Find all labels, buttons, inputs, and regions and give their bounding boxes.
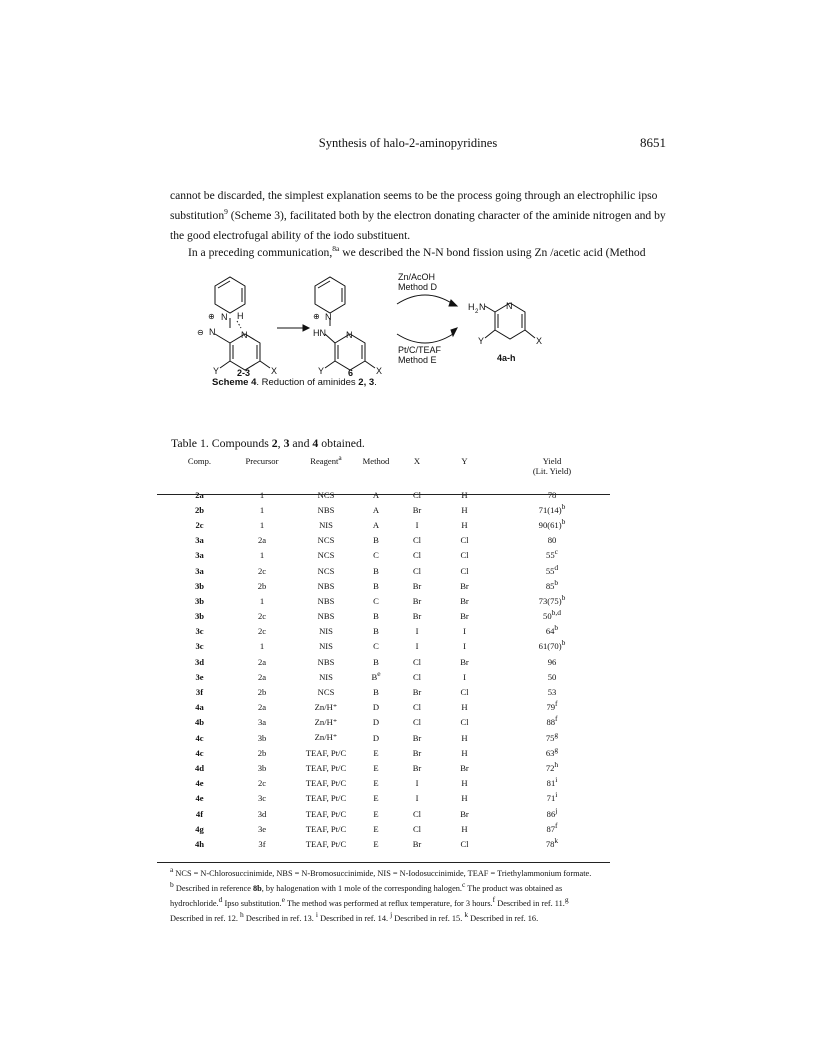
cell-yield: $71(14)^b$	[538, 501, 566, 515]
cell-precursor: 2b	[257, 580, 267, 591]
cell-method: B	[373, 687, 379, 698]
cell-yield: 87$^f$	[546, 820, 558, 834]
cell-y: H	[461, 504, 468, 515]
atom-label: 2	[475, 309, 479, 315]
cell-comp: 4e	[195, 793, 204, 804]
nh-bond	[215, 334, 230, 343]
cell-yield: 86$^j$	[546, 805, 558, 819]
cell-x: Cl	[412, 565, 422, 576]
table-header-row	[172, 456, 612, 476]
hydrogen-bond	[237, 321, 241, 328]
cell-reagent: Zn/H⁺	[314, 732, 338, 743]
body-text: (Scheme 3), facilitated both by the electron donating character of the aminide nitrogen and by	[227, 209, 666, 222]
cell-y: I	[463, 626, 466, 637]
caption-text: .	[374, 377, 377, 388]
cell-y: H	[461, 823, 468, 834]
cell-yield: 50$^{b,d}$	[543, 608, 561, 622]
cell-x: Br	[412, 504, 422, 515]
col-header-y: Y	[461, 456, 468, 466]
cell-comp: 4g	[195, 823, 204, 834]
cell-reagent: NBS	[317, 595, 335, 606]
cell-y: Br	[460, 656, 469, 667]
scheme-reagent: Method D	[398, 282, 438, 292]
cell-yield: $61(70)^b$	[538, 638, 566, 652]
cell-method: B	[373, 535, 379, 546]
table-row	[172, 836, 612, 851]
substituent-bond	[525, 330, 535, 338]
cell-method: B	[373, 580, 379, 591]
cell-x: Cl	[412, 717, 422, 728]
cell-comp: 3a	[195, 535, 204, 546]
cell-precursor: 3b	[257, 732, 267, 743]
cell-y: Br	[460, 808, 469, 819]
caption-compound: 3	[283, 436, 290, 450]
atom-label: Y	[213, 366, 220, 376]
cell-x: Br	[412, 611, 422, 622]
cell-comp: 3b	[194, 611, 205, 622]
cell-reagent: NIS	[319, 519, 333, 530]
cell-reagent: TEAF, Pt/C	[305, 762, 347, 773]
cell-reagent: NCS	[317, 535, 335, 546]
cell-method: C	[373, 595, 379, 606]
substituent-bond	[325, 361, 335, 368]
table-row	[172, 821, 612, 836]
substituent-bond	[365, 361, 375, 368]
cell-yield: 79$^f$	[546, 699, 558, 713]
charge-label: ⊖	[197, 328, 204, 337]
cell-yield: 64$^b$	[545, 623, 559, 637]
footnote-line: Described in ref. 12. $^h$ Described in ref. 13. $^i$ Described in ref. 14. $^j$ Described in ref. 15. $^k$ Described in ref. 16.	[170, 910, 539, 923]
cell-comp: 3a	[195, 565, 204, 576]
table-row	[172, 715, 612, 730]
arrowhead	[449, 300, 457, 306]
cell-comp: 3f	[195, 687, 204, 698]
cell-y: Br	[460, 611, 469, 622]
atom-label: N	[479, 302, 486, 312]
scheme-reagent: Method E	[398, 355, 437, 365]
cell-precursor: 2b	[257, 747, 267, 758]
cell-comp: 3b	[194, 595, 205, 606]
table-row	[172, 517, 612, 532]
scheme-reagent: Pt/C/TEAF	[398, 345, 442, 355]
cell-x: Cl	[412, 808, 422, 819]
table-row	[172, 654, 612, 669]
cell-precursor: 2a	[257, 535, 267, 546]
cell-x: Cl	[412, 702, 422, 713]
table-row	[172, 745, 612, 760]
cell-x: Br	[412, 747, 422, 758]
atom-label: H	[237, 311, 244, 321]
cell-yield: 80	[547, 535, 557, 546]
cell-precursor: 2c	[257, 611, 267, 622]
cell-comp: 4b	[194, 717, 205, 728]
cell-comp: 3c	[195, 641, 204, 652]
cell-yield: 75$^g$	[545, 729, 559, 743]
cell-reagent: NCS	[317, 550, 335, 561]
cell-y: Cl	[460, 565, 469, 576]
cell-x: Cl	[412, 823, 422, 834]
col-header-yield: Yield (Lit. Yield)	[532, 456, 572, 476]
cell-yield: 78$^k$	[545, 836, 559, 849]
cell-comp: 4h	[194, 838, 205, 849]
cell-y: Br	[460, 580, 469, 591]
cell-y: H	[461, 519, 468, 530]
cell-method: $B^e$	[371, 668, 381, 682]
cell-x: I	[415, 778, 419, 789]
caption-text: obtained.	[318, 436, 365, 450]
cell-reagent: TEAF, Pt/C	[305, 747, 347, 758]
cell-reagent: TEAF, Pt/C	[305, 793, 347, 804]
cell-yield: 71$^i$	[546, 790, 558, 804]
cell-reagent: NBS	[317, 580, 335, 591]
nh-bond	[325, 334, 335, 343]
cell-method: E	[373, 747, 379, 758]
cell-x: Br	[412, 732, 422, 743]
cell-x: Br	[412, 580, 422, 591]
cell-x: I	[415, 641, 419, 652]
cell-yield: 63$^g$	[545, 744, 559, 758]
table-row	[172, 639, 612, 654]
cell-precursor: 1	[259, 595, 265, 606]
cell-reagent: NIS	[319, 671, 333, 682]
cell-x: Cl	[412, 550, 422, 561]
cell-method: E	[373, 762, 379, 773]
reference-superscript: 8a	[332, 244, 340, 254]
cell-comp: 4a	[195, 702, 204, 713]
atom-label: X	[376, 366, 383, 376]
cell-precursor: 2c	[257, 626, 267, 637]
cell-x: Cl	[412, 671, 422, 682]
cell-reagent: Zn/H⁺	[314, 701, 338, 712]
page-number: 8651	[640, 135, 666, 150]
table-row	[172, 563, 612, 578]
substituent-bond	[260, 361, 270, 368]
table-bottom-rule	[157, 862, 610, 863]
cell-y: I	[463, 641, 466, 652]
caption-text: Table 1. Compounds	[171, 436, 272, 450]
cell-precursor: 3f	[258, 838, 266, 849]
atom-label: N	[209, 327, 216, 337]
cell-x: I	[415, 519, 419, 530]
cell-x: Cl	[412, 535, 422, 546]
compound-label: 2-3	[237, 368, 251, 376]
atom-label: Y	[318, 366, 325, 376]
atom-label: X	[536, 336, 543, 346]
table-row	[172, 578, 612, 593]
caption-text: ,	[277, 436, 284, 450]
footnote-line: $^a$ NCS = N-Chlorosuccinimide, NBS = N-Bromosuccinimide, NIS = N-Iodosuccinimide, TEAF = Triethylammonium formate.	[170, 865, 592, 878]
cell-method: A	[372, 519, 380, 530]
cell-yield: 72$^h$	[545, 760, 559, 773]
running-title: Synthesis of halo-2-aminopyridines	[318, 136, 498, 150]
table-row	[172, 684, 612, 699]
cell-precursor: 3b	[257, 762, 267, 773]
cell-y: Cl	[460, 687, 469, 698]
cell-yield: $73(75)^b$	[538, 593, 566, 606]
cell-comp: 3c	[195, 626, 204, 637]
cell-precursor: 1	[259, 641, 265, 652]
col-header-x: X	[413, 456, 421, 466]
cell-y: H	[461, 793, 468, 804]
caption-compounds: 2, 3	[358, 377, 375, 388]
cell-y: H	[461, 732, 468, 743]
cell-y: I	[463, 671, 466, 682]
cell-y: Cl	[460, 550, 469, 561]
cell-comp: 3e	[195, 671, 204, 682]
cell-y: H	[461, 778, 468, 789]
cell-y: Br	[460, 762, 469, 773]
pyridinium-ring	[215, 277, 245, 313]
cell-method: D	[372, 732, 380, 743]
scheme-caption	[212, 377, 377, 388]
cell-yield: 55$^c$	[546, 547, 558, 561]
cell-yield: 53	[547, 687, 557, 698]
atom-label: Y	[478, 336, 485, 346]
cell-reagent: NIS	[319, 641, 333, 652]
compounds-table	[172, 453, 612, 852]
curved-arrow-bottom	[397, 334, 453, 343]
cell-x: Br	[412, 762, 422, 773]
body-line: the good electrofugal ability of the iodo substituent.	[170, 229, 411, 242]
cell-reagent: NBS	[317, 611, 335, 622]
cell-precursor: 3c	[257, 793, 267, 804]
table-row	[172, 609, 612, 624]
cell-method: E	[373, 778, 379, 789]
cell-comp: 4d	[194, 762, 205, 773]
substituent-bond	[485, 330, 495, 338]
cell-x: Br	[412, 595, 422, 606]
cell-reagent: TEAF, Pt/C	[305, 823, 347, 834]
cell-y: Br	[460, 595, 469, 606]
cell-yield: 55$^d$	[545, 562, 559, 576]
cell-reagent: TEAF, Pt/C	[305, 808, 347, 819]
body-text: we described the N-N bond fission using Zn /acetic acid (Method	[339, 246, 646, 259]
compound-label: 4a-h	[497, 353, 516, 363]
cell-yield: 96	[547, 656, 557, 667]
atom-label: N	[506, 301, 513, 311]
cell-precursor: 1	[259, 550, 265, 561]
caption-text: . Reduction of aminides	[256, 377, 359, 388]
cell-method: D	[372, 702, 380, 713]
table-row	[172, 624, 612, 639]
scheme-reagent: Zn/AcOH	[398, 272, 436, 282]
cell-precursor: 2a	[257, 671, 267, 682]
cell-precursor: 2c	[257, 778, 267, 789]
col-header-comp: Comp.	[187, 456, 212, 466]
col-header-precursor: Precursor	[245, 456, 279, 466]
cell-yield: 88$^f$	[546, 714, 558, 728]
charge-label: ⊕	[208, 312, 215, 321]
cell-precursor: 2a	[257, 656, 267, 667]
cell-comp: 4f	[195, 808, 204, 819]
cell-x: I	[415, 793, 419, 804]
atom-label: X	[271, 366, 278, 376]
atom-label: N	[346, 330, 353, 340]
table-body	[172, 487, 612, 852]
atom-label: N	[241, 330, 248, 340]
cell-precursor: 1	[259, 504, 265, 515]
cell-comp: 2c	[195, 519, 204, 530]
cell-x: Br	[412, 838, 422, 849]
table-row	[172, 548, 612, 563]
body-text: substitution	[170, 209, 225, 222]
cell-comp: 3a	[195, 550, 204, 561]
cell-method: C	[373, 641, 379, 652]
caption-text: and	[289, 436, 313, 450]
cell-method: B	[373, 656, 379, 667]
atom-label: HN	[313, 328, 326, 338]
cell-reagent: TEAF, Pt/C	[305, 778, 347, 789]
table-row	[172, 669, 612, 684]
cell-x: Cl	[412, 656, 422, 667]
scheme-4-diagram	[185, 268, 585, 376]
cell-comp: 4e	[195, 778, 204, 789]
cell-precursor: 3d	[257, 808, 267, 819]
cell-method: E	[373, 838, 379, 849]
charge-label: ⊕	[313, 312, 320, 321]
cell-y: Cl	[460, 717, 469, 728]
cell-reagent: NBS	[317, 656, 335, 667]
table-row	[172, 791, 612, 806]
footnote-line: hydrochloride.$^d$ Ipso substitution.$^e$ The method was performed at reflux temperature, for 3 hours.$^f$ Described in ref. 11.$^g$	[170, 895, 569, 908]
cell-y: Cl	[460, 838, 469, 849]
cell-yield: 50	[547, 671, 557, 682]
table-row	[172, 776, 612, 791]
body-paragraph-1	[170, 186, 666, 246]
table-caption	[171, 436, 365, 451]
body-line	[170, 206, 666, 226]
cell-y: Cl	[460, 535, 469, 546]
caption-compound: 2	[271, 436, 278, 450]
cell-method: A	[372, 504, 380, 515]
cell-yield: 85$^b$	[545, 577, 559, 591]
cell-comp: 4c	[195, 747, 204, 758]
cell-method: B	[373, 611, 379, 622]
cell-method: D	[372, 717, 380, 728]
cell-precursor: 2c	[257, 565, 267, 576]
cell-precursor: 2a	[257, 702, 267, 713]
arrowhead	[303, 325, 309, 331]
cell-x: Br	[412, 687, 422, 698]
footnote-line: $^b$ Described in reference 8b, by halogenation with 1 mole of the corresponding halogen.$^c$ The product was obtained as	[170, 880, 563, 893]
cell-method: C	[373, 550, 379, 561]
cell-comp: 4c	[195, 732, 204, 743]
cell-yield: $90(61)^b$	[538, 517, 566, 530]
atom-label: N	[325, 312, 332, 322]
cell-precursor: 3e	[257, 823, 267, 834]
cell-reagent: NBS	[317, 504, 335, 515]
cell-comp: 3b	[194, 580, 205, 591]
body-paragraph-2	[188, 243, 664, 263]
cell-precursor: 2b	[257, 687, 267, 698]
atom-label: H	[468, 302, 475, 312]
table-header-rule	[157, 494, 610, 495]
cell-reagent: NCS	[317, 687, 335, 698]
body-line: cannot be discarded, the simplest explanation seems to be the process going through an electrophilic ipso	[170, 189, 658, 202]
cell-reagent: Zn/H⁺	[314, 716, 338, 727]
atom-label: N	[221, 312, 228, 322]
cell-y: H	[461, 747, 468, 758]
amino-bond	[485, 306, 495, 312]
table-footnotes	[170, 866, 670, 926]
compound-label: 6	[348, 368, 354, 376]
cell-method: B	[373, 565, 379, 576]
table-row	[172, 730, 612, 745]
body-text: In a preceding communication,	[188, 246, 333, 259]
table-row	[172, 806, 612, 821]
caption-label: Scheme 4	[212, 377, 257, 388]
cell-method: E	[373, 808, 379, 819]
cell-method: E	[373, 823, 379, 834]
pyridinium-double-bond	[318, 281, 330, 288]
table-row	[172, 533, 612, 548]
cell-x: I	[415, 626, 419, 637]
cell-method: B	[373, 626, 379, 637]
caption-compound: 4	[312, 436, 319, 450]
col-header-method: Method	[362, 456, 390, 466]
cell-method: E	[373, 793, 379, 804]
substituent-bond	[220, 361, 230, 368]
table-row	[172, 760, 612, 775]
cell-y: H	[461, 702, 468, 713]
cell-reagent: NCS	[317, 565, 335, 576]
table-row	[172, 593, 612, 608]
curved-arrow-top	[397, 295, 453, 304]
table-row	[172, 700, 612, 715]
cell-comp: 3d	[194, 656, 205, 667]
pyridinium-ring	[315, 277, 345, 313]
cell-reagent: TEAF, Pt/C	[305, 838, 347, 849]
col-header-reagent: Reagent$^a$	[310, 453, 342, 466]
cell-precursor: 1	[259, 519, 265, 530]
cell-yield: 81$^i$	[546, 775, 558, 789]
pyridinium-double-bond	[218, 281, 230, 288]
reference-superscript: 9	[224, 207, 228, 217]
cell-comp: 2b	[194, 504, 205, 515]
table-row	[172, 502, 612, 517]
cell-precursor: 3a	[257, 717, 267, 728]
cell-reagent: NIS	[319, 626, 333, 637]
